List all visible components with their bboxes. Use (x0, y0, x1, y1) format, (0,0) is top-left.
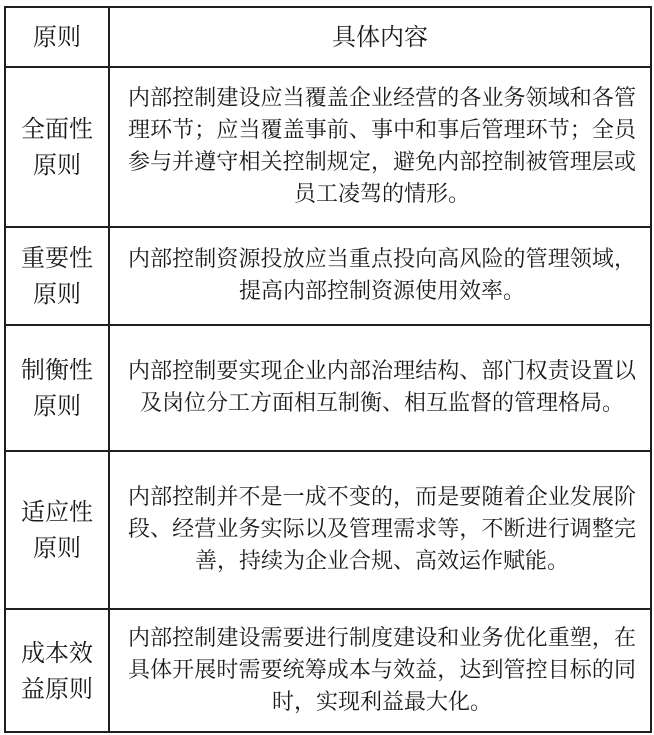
principle-content: 内部控制建设需要进行制度建设和业务优化重塑，在具体开展时需要统筹成本与效益，达到管控目标的同时，实现利益最大化。 (109, 609, 651, 732)
principle-content: 内部控制资源投放应当重点投向高风险的管理领域，提高内部控制资源使用效率。 (109, 227, 651, 325)
principle-name: 重要性 原则 (5, 227, 109, 325)
principle-content: 内部控制要实现企业内部治理结构、部门权责设置以及岗位分工方面相互制衡、相互监督的管理格局。 (109, 325, 651, 451)
principle-content: 内部控制建设应当覆盖企业经营的各业务领域和各管理环节；应当覆盖事前、事中和事后管理环节；全员参与并遵守相关控制规定，避免内部控制被管理层或员工凌驾的情形。 (109, 67, 651, 227)
principle-content: 内部控制并不是一成不变的，而是要随着企业发展阶段、经营业务实际以及管理需求等，不断进行调整完善，持续为企业合规、高效运作赋能。 (109, 451, 651, 609)
table-row (5, 451, 651, 609)
principle-name: 制衡性 原则 (5, 325, 109, 451)
principle-name: 全面性 原则 (5, 67, 109, 227)
table-row (5, 227, 651, 325)
principle-name: 适应性 原则 (5, 451, 109, 609)
table-header-row (5, 7, 651, 67)
header-content: 具体内容 (109, 7, 651, 67)
principles-table (4, 6, 652, 733)
table-row (5, 67, 651, 227)
header-principle: 原则 (5, 7, 109, 67)
table-row (5, 325, 651, 451)
table-row (5, 609, 651, 732)
principle-name: 成本效 益原则 (5, 609, 109, 732)
